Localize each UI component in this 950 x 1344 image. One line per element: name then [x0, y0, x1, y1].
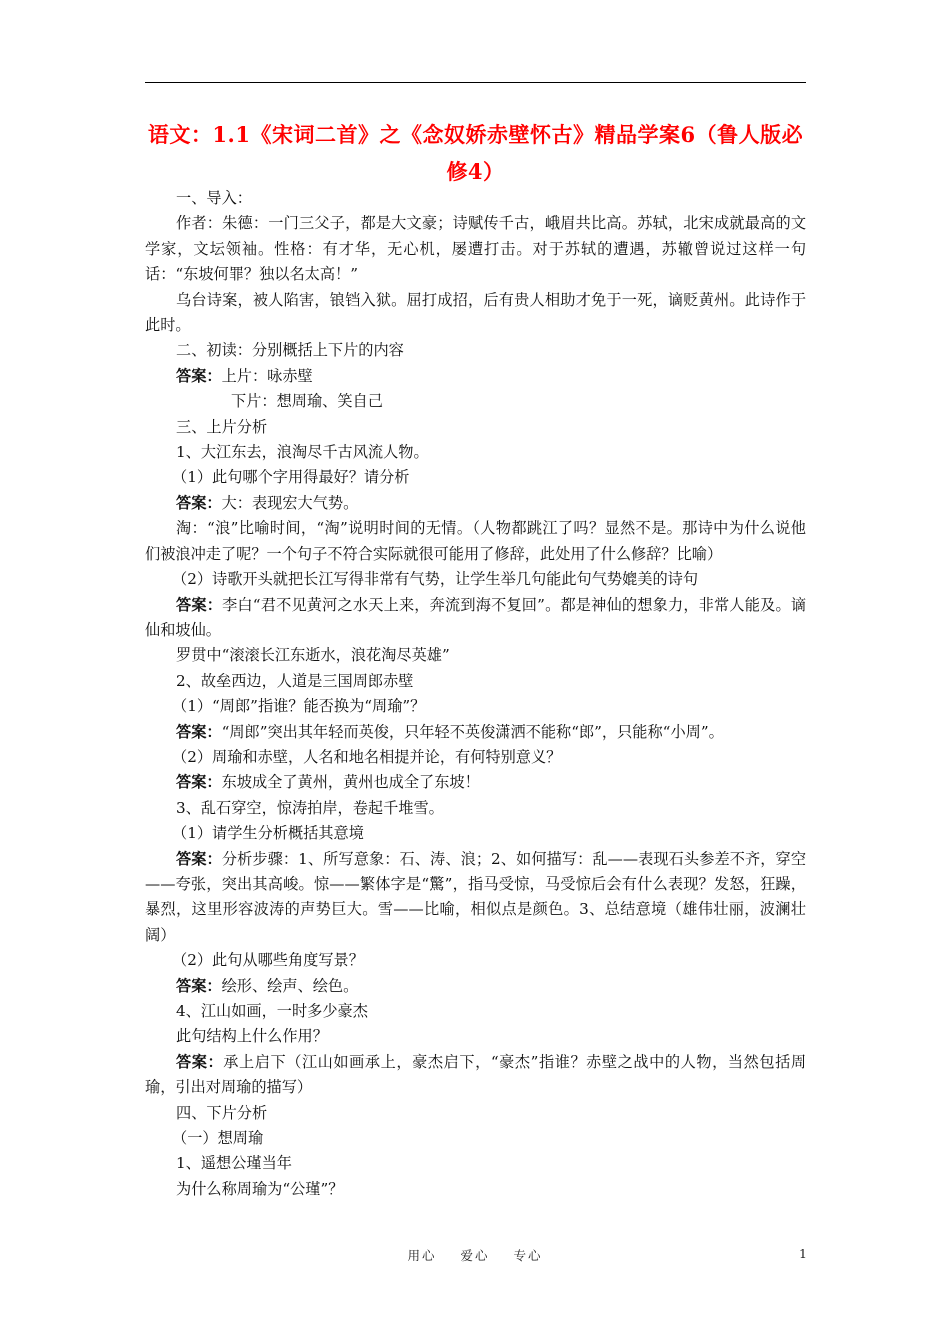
- document-title: 语文：1.1《宋词二首》之《念奴娇赤壁怀古》精品学案6（鲁人版必修4）: [147, 122, 804, 184]
- answer-label: 答案：: [176, 1052, 224, 1071]
- answer-label: 答案：: [176, 722, 222, 741]
- answer-paragraph: 答案：承上启下（江山如画承上，豪杰启下，“豪杰”指谁？赤壁之战中的人物，当然包括周瑜，引出对周瑜的描写）: [145, 1052, 807, 1097]
- paragraph: 1、遥想公瑾当年: [176, 1154, 292, 1173]
- answer-paragraph: 答案：绘形、绘声、绘色。: [176, 976, 359, 995]
- paragraph: 乌台诗案，被人陷害，锒铛入狱。屈打成招，后有贵人相助才免于一死，谪贬黄州。此诗作于此时。: [145, 290, 806, 335]
- page-footer: [0, 1246, 950, 1266]
- question: （1）“周郎”指谁？能否换为“周瑜”？: [172, 697, 426, 716]
- footer-motto: [0, 1246, 950, 1264]
- paragraph: 下片：想周瑜、笑自己: [231, 392, 383, 411]
- question: （1）请学生分析概括其意境: [172, 824, 364, 843]
- paragraph: 作者：朱德：一门三父子，都是大文豪；诗赋传千古，峨眉共比高。苏轼，北宋成就最高的文学家，文坛领袖。性格：有才华，无心机，屡遭打击。对于苏轼的遭遇，苏辙曾说过这样一句话：“东坡何罪？独以名太高！”: [145, 214, 806, 284]
- answer-label: 答案：: [176, 849, 222, 868]
- answer-label: 答案：: [176, 366, 222, 385]
- footer-motto-item: 专心: [513, 1248, 543, 1263]
- answer-label: 答案：: [176, 773, 222, 792]
- section-heading: 四、下片分析: [176, 1103, 268, 1122]
- paragraph: 1、大江东去，浪淘尽千古风流人物。: [176, 443, 429, 462]
- question: （1）此句哪个字用得最好？请分析: [172, 468, 410, 487]
- paragraph: 4、江山如画，一时多少豪杰: [176, 1002, 368, 1020]
- paragraph: 3、乱石穿空，惊涛拍岸，卷起千堆雪。: [176, 798, 444, 817]
- paragraph: （一）想周瑜: [172, 1129, 264, 1148]
- answer-paragraph: 答案：东坡成全了黄州，黄州也成全了东坡！: [176, 773, 480, 792]
- footer-motto-item: 用心: [407, 1248, 437, 1263]
- question: （2）诗歌开头就把长江写得非常有气势，让学生举几句能此句气势媲美的诗句: [172, 570, 699, 589]
- question: （2）周瑜和赤壁，人名和地名相提并论，有何特别意义？: [172, 747, 562, 766]
- answer-label: 答案：: [176, 595, 223, 614]
- paragraph: 罗贯中“滚滚长江东逝水，浪花淘尽英雄”: [176, 646, 450, 665]
- answer-label: 答案：: [176, 493, 222, 512]
- answer-paragraph: 答案：上片：咏赤壁: [176, 366, 313, 385]
- paragraph: 二、初读：分别概括上下片的内容: [176, 341, 404, 360]
- document-body: [145, 186, 806, 1202]
- paragraph: 淘：“浪”比喻时间，“淘”说明时间的无情。（人物都跳江了吗？显然不是。那诗中为什么说他们被浪冲走了呢？一个句子不符合实际就很可能用了修辞，此处用了什么修辞？比喻）: [145, 519, 806, 563]
- question: （2）此句从哪些角度写景？: [172, 951, 364, 970]
- answer-paragraph: 答案：分析步骤：1、所写意象：石、涛、浪；2、如何描写：乱——表现石头参差不齐，穿空——夸张，突出其高峻。惊——繁体字是“驚”，指马受惊，马受惊后会有什么表现？发怒，狂躁，暴烈，这里形容波涛的声势巨大。雪——比喻，相似点是颜色。3、总结意境（雄伟壮丽，波澜壮阔）: [145, 849, 807, 944]
- answer-paragraph: 答案：李白“君不见黄河之水天上来，奔流到海不复回”。都是神仙的想象力，非常人能及。谪仙和坡仙。: [145, 595, 807, 639]
- paragraph: 一、导入：: [176, 189, 252, 207]
- page-number: 1: [799, 1246, 807, 1261]
- answer-paragraph: 答案：大：表现宏大气势。: [176, 493, 359, 512]
- section-heading: 三、上片分析: [176, 417, 268, 436]
- paragraph: 2、故垒西边，人道是三国周郎赤壁: [176, 671, 414, 690]
- paragraph: 为什么称周瑜为“公瑾”？: [176, 1179, 344, 1198]
- footer-motto-item: 爱心: [460, 1248, 490, 1263]
- paragraph: 此句结构上什么作用？: [176, 1027, 328, 1046]
- answer-label: 答案：: [176, 976, 222, 995]
- answer-paragraph: 答案：“周郎”突出其年轻而英俊，只年轻不英俊潇洒不能称“郎”，只能称“小周”。: [176, 722, 724, 741]
- header-rule: [145, 82, 806, 83]
